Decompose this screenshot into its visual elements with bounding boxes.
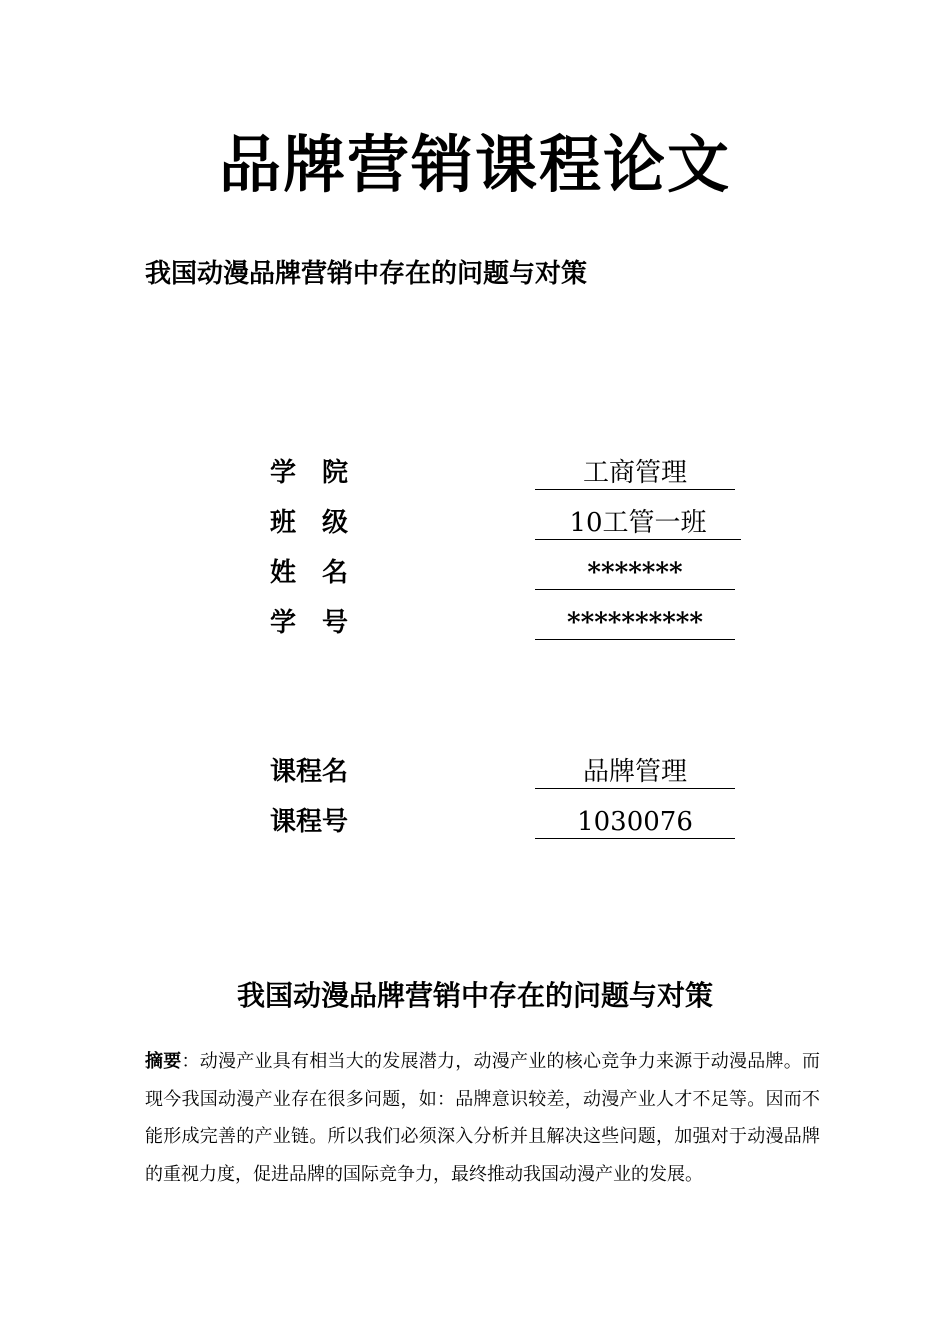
course-number-label: 课程号 [270, 807, 349, 837]
info-row-course-name [0, 756, 950, 806]
abstract-colon: ： [181, 1051, 200, 1072]
course-number-value: 1030076 [535, 806, 735, 839]
name-value: ******* [535, 557, 735, 590]
abstract-paragraph [145, 1043, 820, 1193]
info-row-name [0, 557, 950, 607]
paper-topic: 我国动漫品牌营销中存在的问题与对策 [145, 259, 588, 289]
name-label: 姓 名 [270, 558, 349, 588]
college-value: 工商管理 [535, 457, 735, 490]
abstract-text: 动漫产业具有相当大的发展潜力，动漫产业的核心竞争力来源于动漫品牌。而现今我国动漫产业存在很多问题，如：品牌意识较差，动漫产业人才不足等。因而不能形成完善的产业链。所以我们必须深入分析并且解决这些问题，加强对于动漫品牌的重视力度，促进品牌的国际竞争力，最终推动我国动漫产业的发展。 [145, 1051, 820, 1185]
class-value: 10工管一班 [535, 507, 741, 540]
info-row-course-number [0, 806, 950, 856]
college-label: 学 院 [270, 458, 349, 488]
info-row-class [0, 507, 950, 557]
student-id-label: 学 号 [270, 608, 349, 638]
document-title: 品牌营销课程论文 [218, 128, 731, 201]
paper-heading: 我国动漫品牌营销中存在的问题与对策 [236, 979, 713, 1012]
abstract-label: 摘要 [145, 1051, 182, 1072]
course-name-value: 品牌管理 [535, 756, 735, 789]
info-row-student-id [0, 607, 950, 657]
student-id-value: ********** [535, 607, 735, 640]
info-row-college [0, 457, 950, 507]
course-name-label: 课程名 [270, 757, 349, 787]
class-label: 班 级 [270, 508, 349, 538]
